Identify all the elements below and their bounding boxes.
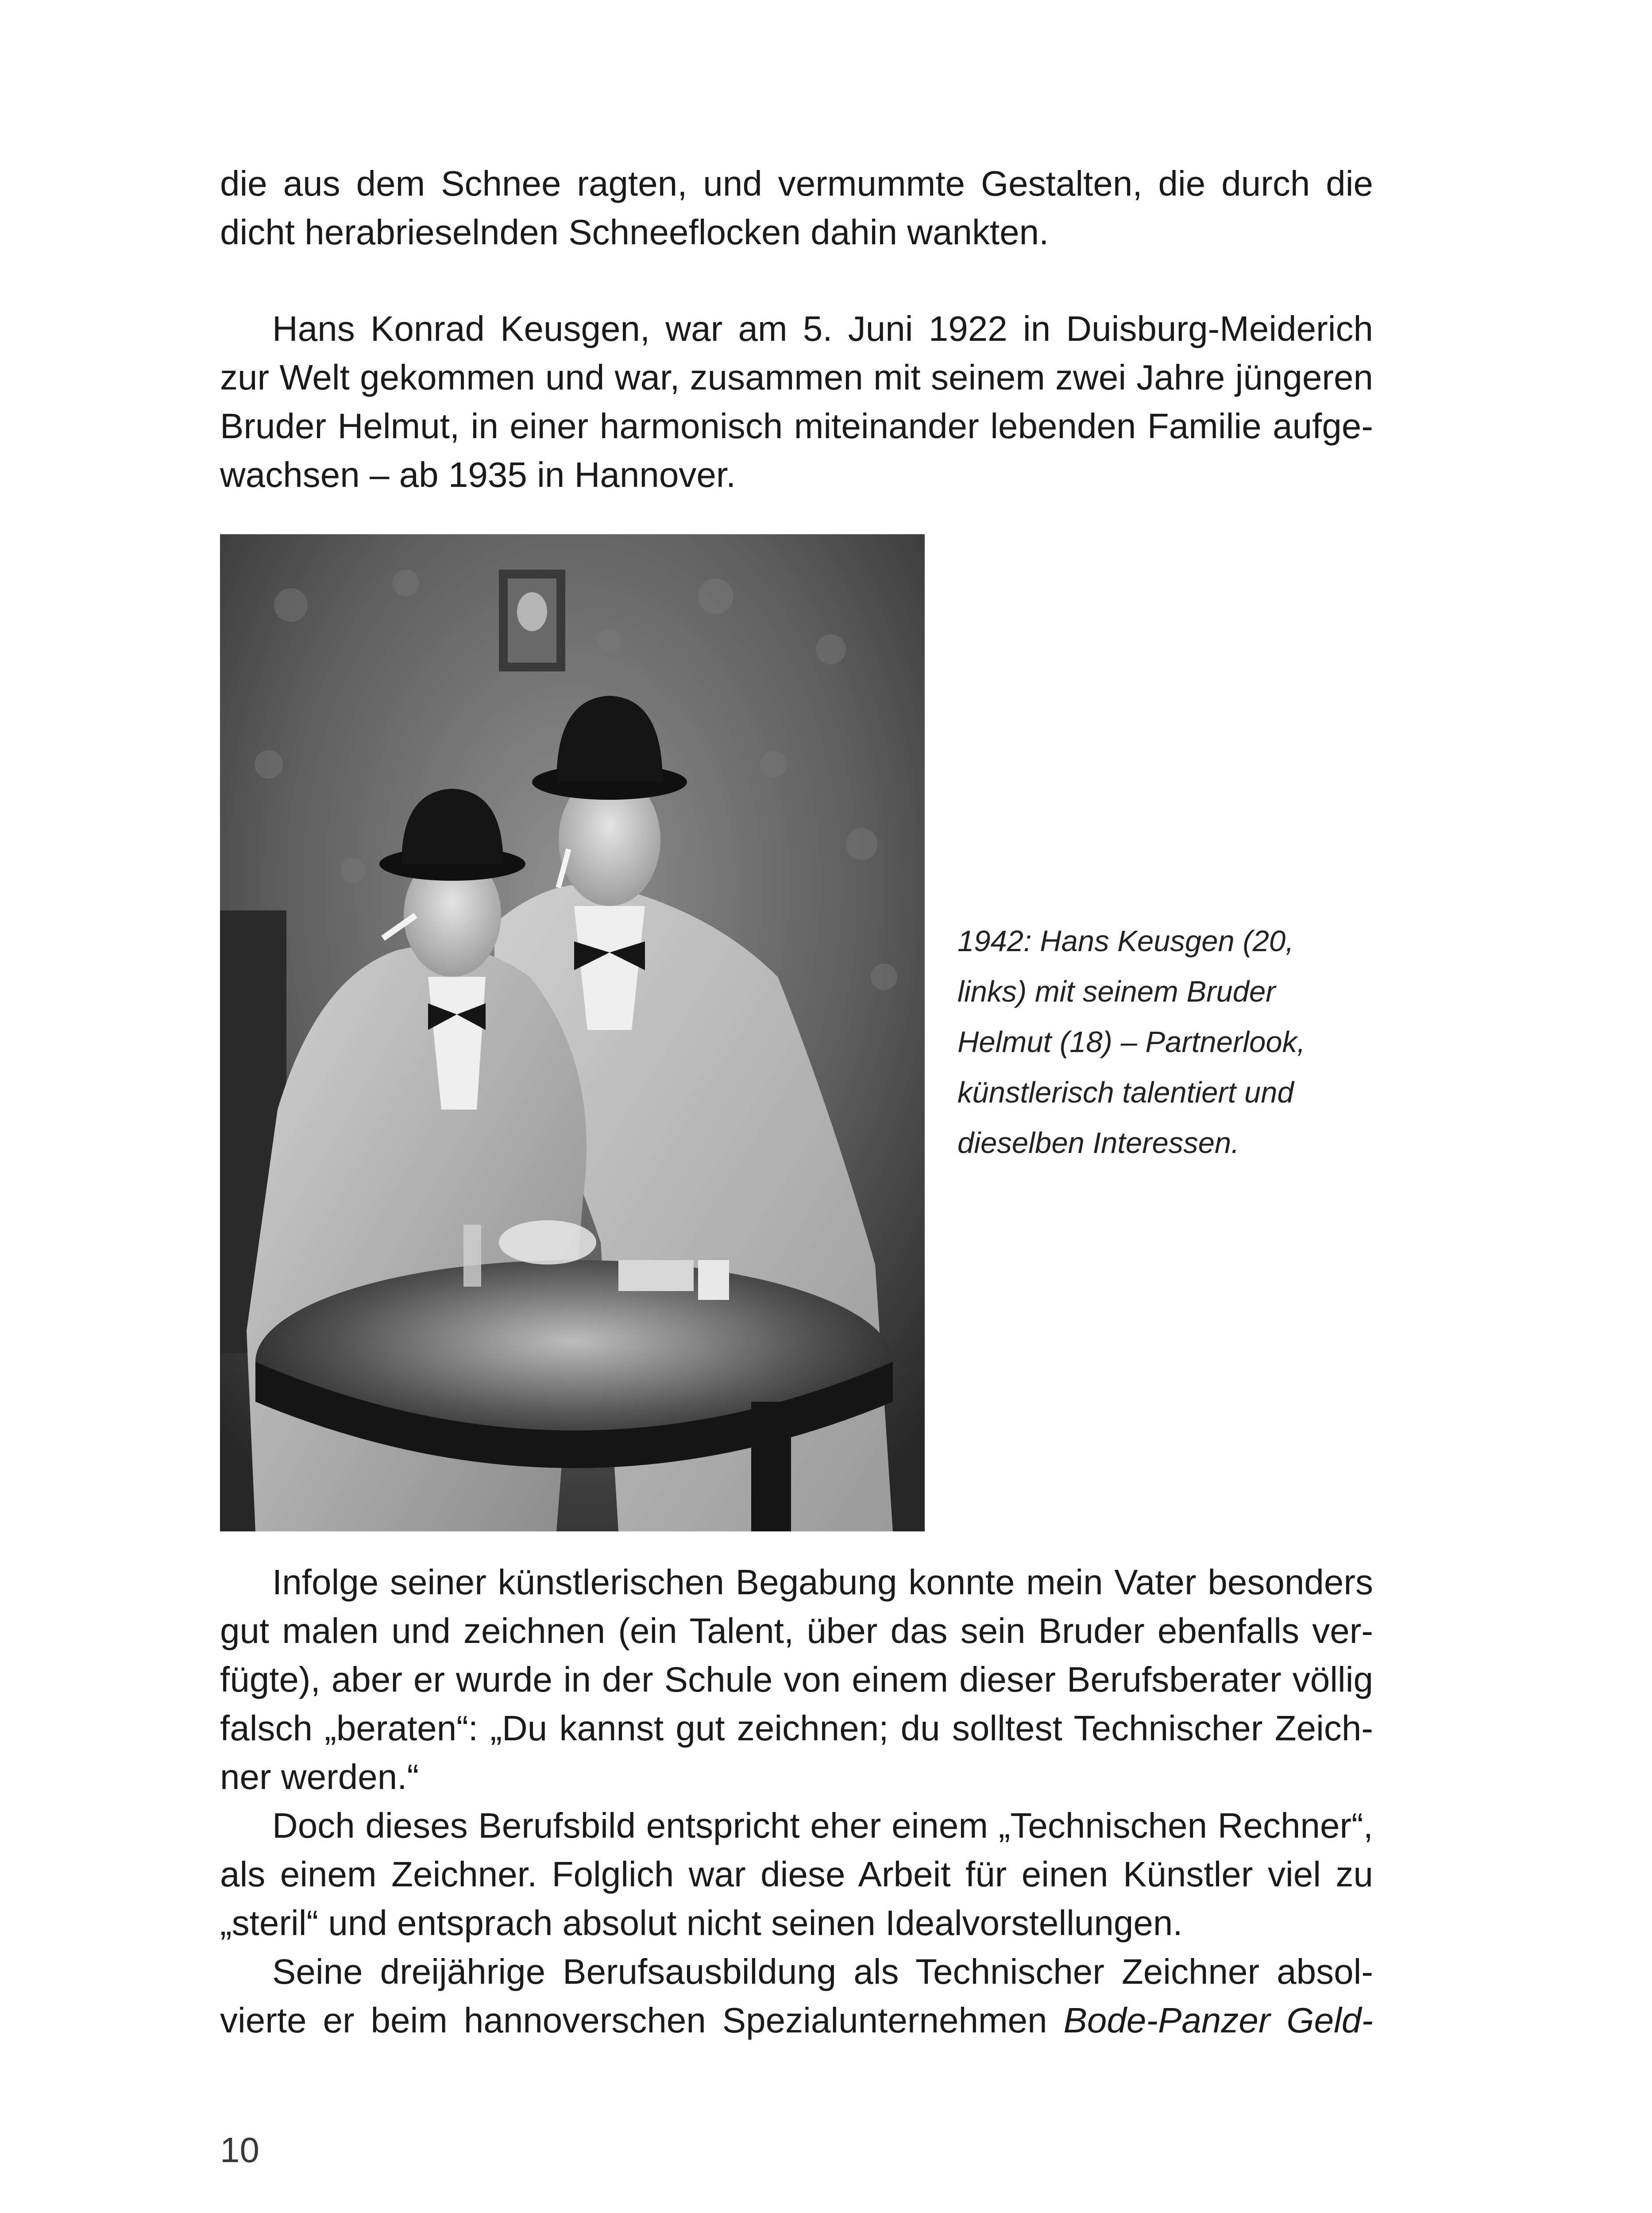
paragraph-1: [220, 159, 1373, 257]
caption-line: dieselben Interessen.: [957, 1126, 1239, 1160]
text-line: [220, 1996, 1373, 2045]
caption-line: Helmut (18) – Partnerlook,: [957, 1026, 1305, 1059]
text-line: Bruder Helmut, in einer harmonisch miteinander lebenden Familie aufge-: [220, 406, 1373, 446]
caption-line: links) mit seinem Bruder: [957, 975, 1276, 1008]
text-line: wachsen – ab 1935 in Hannover.: [220, 455, 736, 494]
text-line: „steril“ und entsprach absolut nicht seinen Idealvorstellungen.: [220, 1903, 1183, 1943]
paragraph-3: [220, 1558, 1373, 1801]
text-line: Doch dieses Berufsbild entspricht eher einem „Technischen Rechner“,: [272, 1806, 1373, 1845]
text-line: Seine dreijährige Berufsausbildung als Technischer Zeichner absol-: [272, 1952, 1373, 1991]
paragraph-4: [220, 1801, 1373, 1947]
text-line: Hans Konrad Keusgen, war am 5. Juni 1922 in Duisburg-Meiderich: [272, 309, 1373, 348]
photo-illustration: [220, 534, 925, 1531]
company-name-italic: Bode-Panzer Geld-: [1063, 2001, 1374, 2040]
text-line: als einem Zeichner. Folglich war diese Arbeit für einen Künstler viel zu: [220, 1854, 1373, 1894]
paragraph-2: [220, 305, 1373, 499]
text-line: ner werden.“: [220, 1757, 419, 1797]
photo-caption: [957, 916, 1382, 1168]
text-line: die aus dem Schnee ragten, und vermummte Gestalten, die durch die: [220, 164, 1373, 203]
caption-line: künstlerisch talentiert und: [957, 1076, 1294, 1109]
text-line: fügte), aber er wurde in der Schule von einem dieser Berufsberater völlig: [220, 1660, 1373, 1699]
text-line: zur Welt gekommen und war, zusammen mit seinem zwei Jahre jüngeren: [220, 358, 1373, 397]
text-line-plain: vierte er beim hannoverschen Spezialunternehmen: [220, 2001, 1064, 2040]
text-line: Infolge seiner künstlerischen Begabung konnte mein Vater besonders: [272, 1562, 1373, 1602]
historical-photo: [220, 534, 925, 1531]
page-number: 10: [220, 2130, 259, 2170]
text-line: gut malen und zeichnen (ein Talent, über das sein Bruder ebenfalls ver-: [220, 1611, 1373, 1650]
text-line: falsch „beraten“: „Du kannst gut zeichnen; du solltest Technischer Zeich-: [220, 1708, 1373, 1748]
text-line: dicht herabrieselnden Schneeflocken dahin wankten.: [220, 212, 1049, 252]
caption-line: 1942: Hans Keusgen (20,: [957, 925, 1294, 958]
paragraph-5: [220, 1947, 1373, 2045]
